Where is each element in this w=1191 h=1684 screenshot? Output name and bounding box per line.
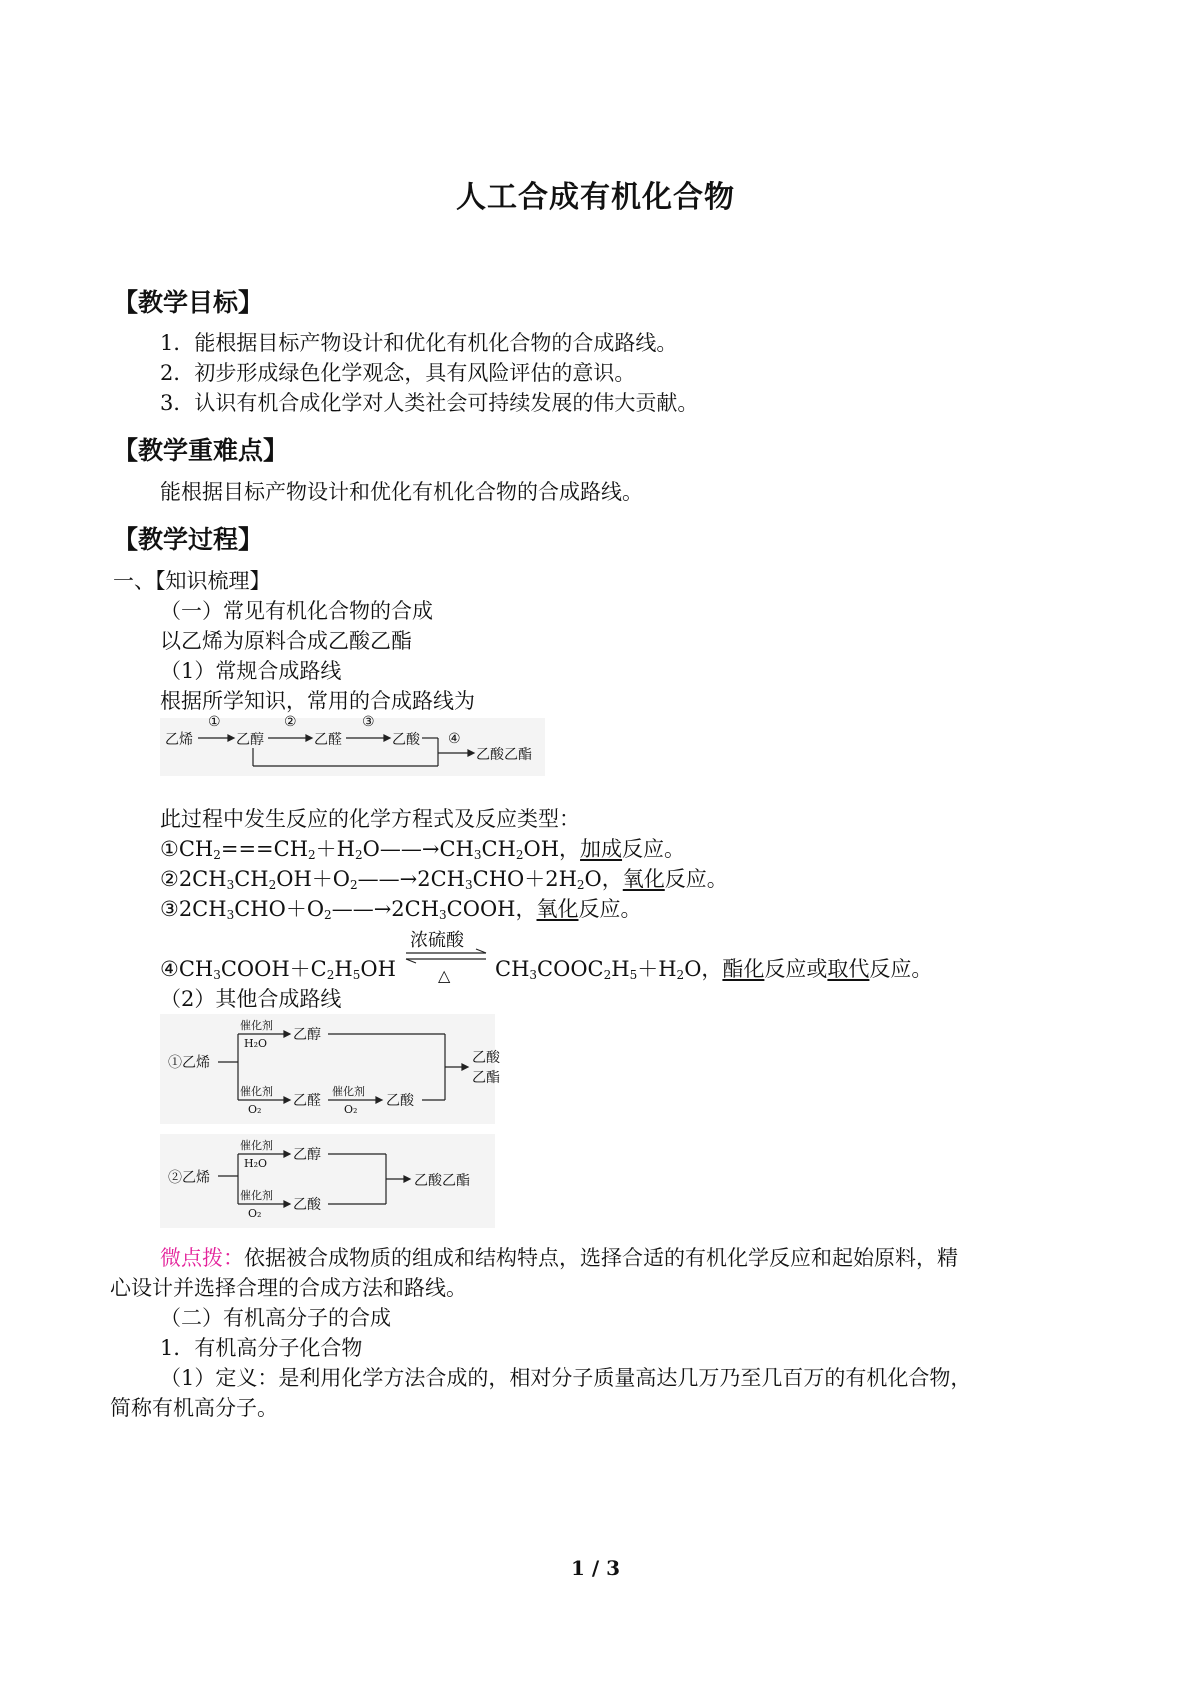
answer-blank: 氧化 [622, 867, 665, 891]
definition-line-2: 简称有机高分子。 [110, 1396, 278, 1420]
node-acetic-acid: 乙酸 [293, 1197, 321, 1213]
part-heading: 一、【知识梳理】 [113, 569, 271, 593]
node-ethylene: ①乙烯 [168, 1055, 210, 1071]
catalyst-label: 浓硫酸 [410, 930, 464, 951]
text-line: 根据所学知识，常用的合成路线为 [160, 689, 475, 713]
reagent-label: 催化剂 [240, 1189, 273, 1202]
page-title: 人工合成有机化合物 [456, 180, 735, 215]
text-line: 以乙烯为原料合成乙酸乙酯 [160, 629, 412, 653]
node-product: 乙酸 [472, 1050, 500, 1066]
subheading: （一）常见有机化合物的合成 [160, 599, 433, 623]
route-diagram-2 [160, 1014, 500, 1124]
text-line: 此过程中发生反应的化学方程式及反应类型： [160, 807, 580, 831]
page-number: 1 / 3 [570, 1556, 621, 1580]
equation-3: $③2CH_3CHO+O_2——\to 2CH_3COOH$，氧化反应。 [160, 897, 642, 922]
node-ethanol: 乙醇 [236, 732, 264, 748]
route-diagram-3 [160, 1134, 495, 1228]
step-label: ④ [448, 731, 461, 747]
reagent-label: O₂ [344, 1103, 358, 1116]
item-heading: 1．有机高分子化合物 [160, 1336, 363, 1360]
answer-blank: 氧化 [536, 897, 579, 921]
equation-2: $②2CH_3CH_2OH+O_2——\to 2CH_3CHO+2H_2O$，氧化反应。 [160, 867, 728, 892]
reagent-label: 催化剂 [240, 1085, 273, 1098]
equation-4-left: $④CH_3COOH+C_2H_5OH$ [160, 957, 396, 982]
goals-heading: 【教学目标】 [113, 288, 264, 317]
reagent-label: 催化剂 [332, 1085, 365, 1098]
reagent-label: H₂O [244, 1157, 268, 1170]
node-ethyl-acetate: 乙酸乙酯 [476, 747, 532, 763]
process-heading: 【教学过程】 [113, 525, 264, 554]
node-product: 乙酸乙酯 [414, 1173, 470, 1189]
reagent-label: 催化剂 [240, 1139, 273, 1152]
route-heading: （2）其他合成路线 [160, 987, 342, 1011]
step-label: ① [208, 714, 221, 730]
heat-symbol: △ [438, 966, 451, 985]
node-acetic-acid: 乙酸 [386, 1093, 414, 1109]
node-ethylene: 乙烯 [165, 732, 193, 748]
reagent-label: H₂O [244, 1037, 268, 1050]
node-acetaldehyde: 乙醛 [314, 732, 342, 748]
goal-item: 1．能根据目标产物设计和优化有机化合物的合成路线。 [160, 331, 678, 355]
route-diagram [160, 714, 545, 776]
answer-blank: 酯化 [722, 957, 765, 981]
equation-4-right: $CH_3COOC_2H_5+H_2O$，酯化反应或取代反应。 [495, 957, 933, 982]
step-label: ② [284, 714, 297, 730]
goal-item: 2．初步形成绿色化学观念，具有风险评估的意识。 [160, 361, 636, 385]
tip-label: 微点拨： [160, 1246, 244, 1270]
node-ethanol: 乙醇 [293, 1147, 321, 1163]
definition-line: （1）定义：是利用化学方法合成的，相对分子质量高达几万乃至几百万的有机化合物， [160, 1366, 972, 1390]
node-ethylene: ②乙烯 [168, 1170, 210, 1186]
subheading: （二）有机高分子的合成 [160, 1306, 391, 1330]
tip-line-2: 心设计并选择合理的合成方法和路线。 [110, 1276, 467, 1300]
equation-1: $①CH_2===CH_2+H_2O——\to CH_3CH_2OH$，加成反应。 [160, 837, 686, 862]
node-product: 乙酯 [472, 1070, 500, 1086]
keypoints-text: 能根据目标产物设计和优化有机化合物的合成路线。 [160, 480, 643, 504]
answer-blank: 取代 [827, 957, 870, 981]
reversible-arrow [404, 948, 490, 964]
reagent-label: O₂ [248, 1207, 262, 1220]
node-ethanol: 乙醇 [293, 1027, 321, 1043]
route-diagram-2-lines [160, 1014, 495, 1124]
answer-blank: 加成 [580, 837, 623, 861]
reagent-label: 催化剂 [240, 1019, 273, 1032]
tip-line: 微点拨：依据被合成物质的组成和结构特点，选择合适的有机化学反应和起始原料，精 [160, 1246, 958, 1270]
step-label: ③ [362, 714, 375, 730]
node-acetic-acid: 乙酸 [392, 732, 420, 748]
keypoints-heading: 【教学重难点】 [113, 436, 289, 465]
reagent-label: O₂ [248, 1103, 262, 1116]
goal-item: 3．认识有机合成化学对人类社会可持续发展的伟大贡献。 [160, 391, 699, 415]
node-acetaldehyde: 乙醛 [293, 1093, 321, 1109]
route-heading: （1）常规合成路线 [160, 659, 342, 683]
